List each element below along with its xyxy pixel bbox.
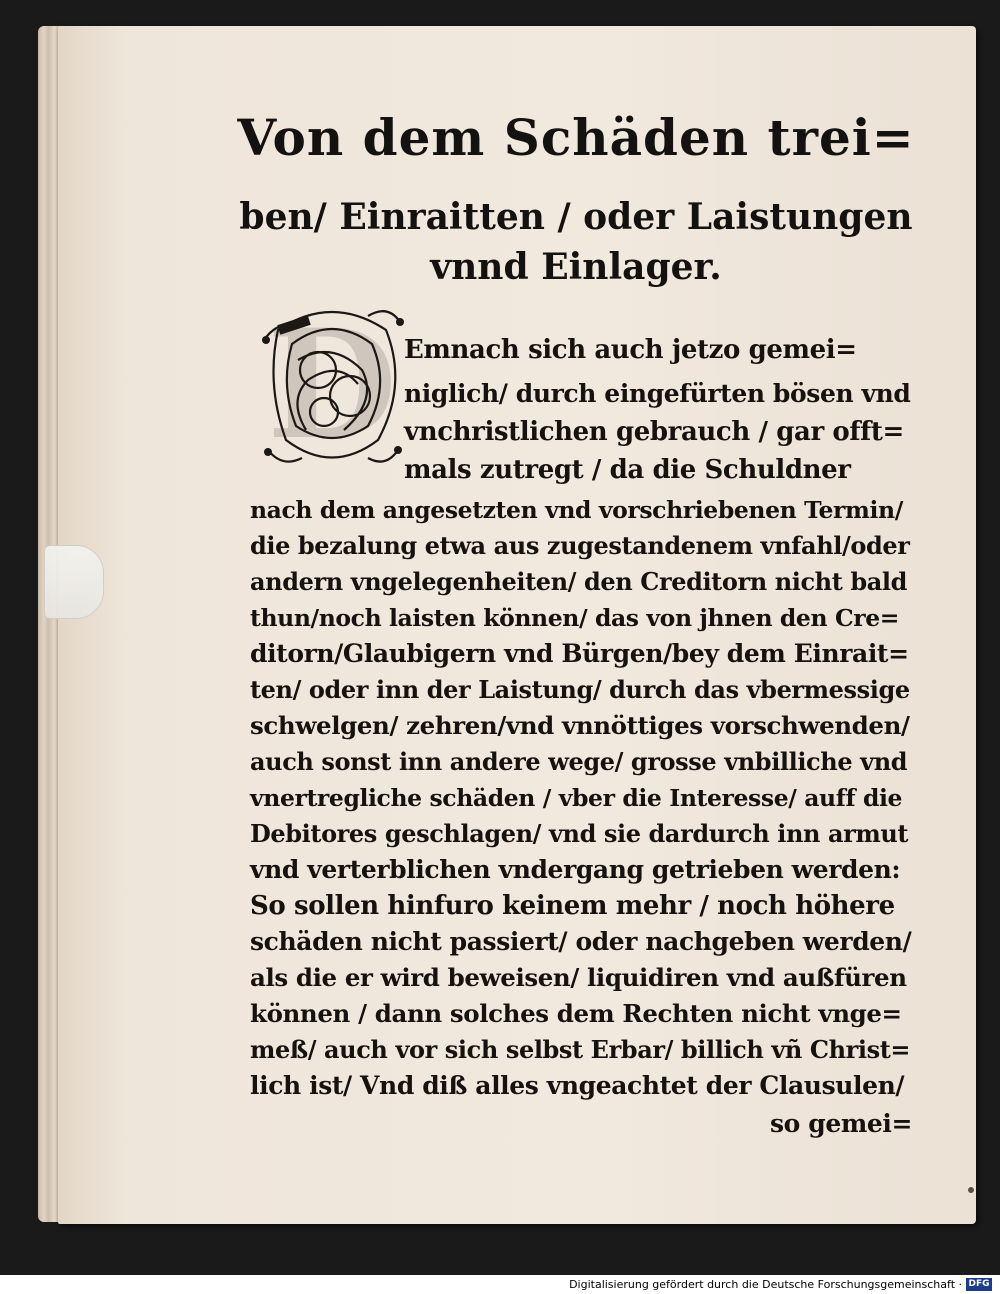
text-line: vnchristlichen gebrauch / gar offt= bbox=[404, 417, 904, 447]
heading-line-2: ben/ Einraitten / oder Laistungen bbox=[239, 196, 913, 238]
text-line: schwelgen/ zehren/vnd vnnöttiges vorschwenden/ bbox=[250, 711, 910, 740]
text-line: als die er wird beweisen/ liquidiren vnd außfüren bbox=[250, 963, 907, 992]
decorated-initial bbox=[258, 297, 406, 473]
text-line: thun/noch laisten können/ das von jhnen den Cre= bbox=[250, 604, 900, 632]
initial-letter: D bbox=[266, 297, 398, 473]
ink-speck bbox=[968, 1187, 974, 1193]
text-line: niglich/ durch eingefürten bösen vnd bbox=[404, 379, 911, 408]
bookmark-tab bbox=[44, 545, 104, 619]
text-line: So sollen hinfuro keinem mehr / noch höhere bbox=[250, 891, 895, 921]
funding-credit: Digitalisierung gefördert durch die Deutsche Forschungsgemeinschaft · bbox=[569, 1278, 962, 1291]
text-line: Debitores geschlagen/ vnd sie dardurch inn armut bbox=[250, 819, 909, 848]
dfg-logo-icon: DFG bbox=[966, 1278, 992, 1291]
text-line: auch sonst inn andere wege/ grosse vnbilliche vnd bbox=[250, 747, 908, 776]
text-line: schäden nicht passiert/ oder nachgeben werden/ bbox=[250, 927, 912, 956]
text-line: vnd verterblichen vndergang getrieben werden: bbox=[250, 855, 901, 884]
text-line: ten/ oder inn der Laistung/ durch das vbermessige bbox=[250, 675, 910, 704]
text-line: mals zutregt / da die Schuldner bbox=[404, 455, 851, 485]
text-line: können / dann solches dem Rechten nicht vnge= bbox=[250, 999, 902, 1028]
text-line: nach dem angesetzten vnd vorschriebenen Termin/ bbox=[250, 496, 903, 524]
heading-line-1: Von dem Schäden trei= bbox=[237, 108, 915, 167]
heading-line-3: vnnd Einlager. bbox=[430, 246, 722, 288]
text-line: ditorn/Glaubigern vnd Bürgen/bey dem Einrait= bbox=[250, 639, 909, 668]
text-line: die bezalung etwa aus zugestandenem vnfahl/oder bbox=[250, 531, 910, 560]
text-line: vnertregliche schäden / vber die Interesse/ auff die bbox=[250, 784, 903, 812]
text-line: andern vngelegenheiten/ den Creditorn nicht bald bbox=[250, 567, 908, 596]
text-line: lich ist/ Vnd diß alles vngeachtet der Clausulen/ bbox=[250, 1071, 905, 1100]
text-line: Emnach sich auch jetzo gemei= bbox=[404, 335, 857, 365]
text-line: meß/ auch vor sich selbst Erbar/ billich vñ Christ= bbox=[250, 1035, 911, 1064]
text-line-catchword: so gemei= bbox=[770, 1109, 913, 1138]
